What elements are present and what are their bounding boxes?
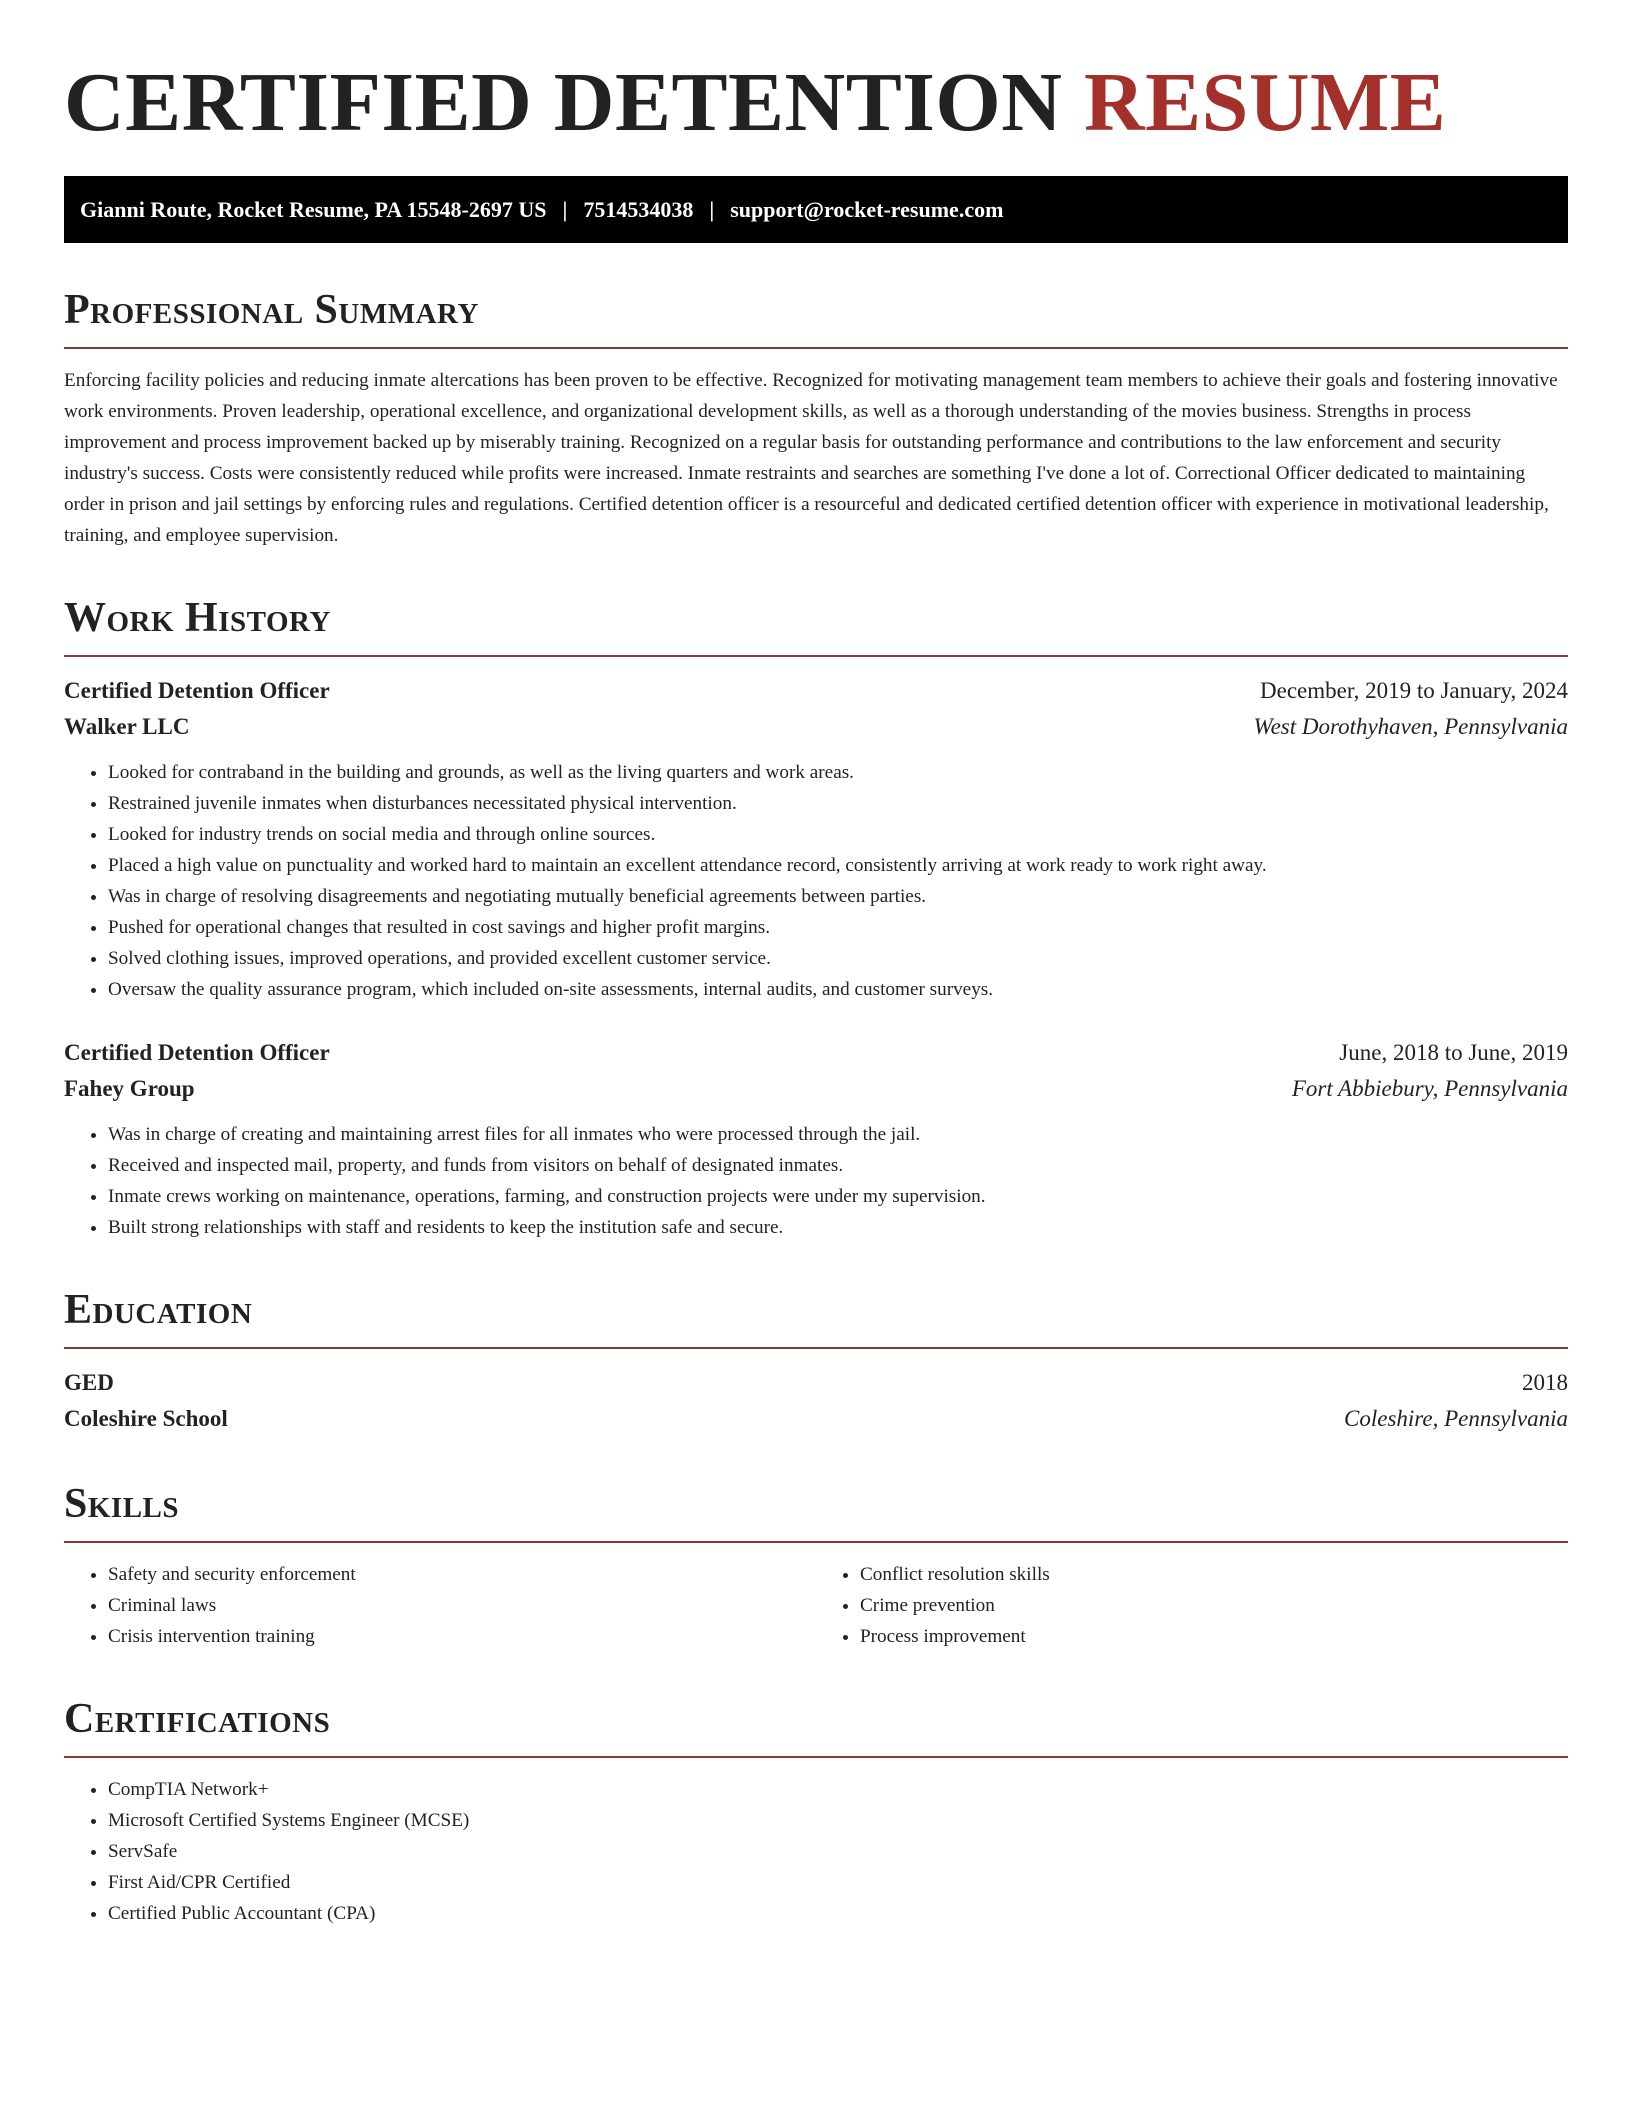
list-item: • ServSafe: [108, 1836, 1568, 1867]
job-entry: [64, 1035, 1568, 1243]
section-divider: [64, 655, 1568, 657]
contact-address: Gianni Route, Rocket Resume, PA 15548-2697 US: [80, 196, 547, 222]
list-item: • Conflict resolution skills: [860, 1559, 1568, 1590]
list-item: • Inmate crews working on maintenance, operations, farming, and construction projects were under my supervision.: [108, 1181, 1568, 1212]
list-item: • Oversaw the quality assurance program, which included on-site assessments, internal audits, and customer surveys.: [108, 974, 1568, 1005]
job-position: Certified Detention Officer: [64, 678, 330, 703]
skills-columns: [64, 1559, 1568, 1652]
summary-section: [64, 287, 1568, 551]
certifications-list: [64, 1774, 1568, 1929]
list-item: • Crisis intervention training: [108, 1621, 816, 1652]
job-bullets: [64, 757, 1568, 1005]
certifications-heading: Certifications: [64, 1696, 331, 1742]
list-item: • Certified Public Accountant (CPA): [108, 1898, 1568, 1929]
list-item: • Microsoft Certified Systems Engineer (MCSE): [108, 1805, 1568, 1836]
education-school: Coleshire School: [64, 1406, 228, 1431]
list-item: • Crime prevention: [860, 1590, 1568, 1621]
education-location: Coleshire, Pennsylvania: [1344, 1406, 1568, 1431]
summary-text: Enforcing facility policies and reducing inmate altercations has been proven to be effective. Recognized for motivating management team members to achieve their goals and fostering innovative work environments. Proven leadership, operational excellence, and organizational development skills, as well as a thorough understanding of the movies business. Strengths in process improvement and process improvement backed up by miserably training. Recognized on a regular basis for outstanding performance and contributions to the law enforcement and security industry's success. Costs were consistently reduced while profits were increased. Inmate restraints and searches are something I've done a lot of. Correctional Officer dedicated to maintaining order in prison and jail settings by enforcing rules and regulations. Certified detention officer is a resourceful and dedicated certified detention officer with experience in motivational leadership, training, and employee supervision.: [64, 370, 1558, 546]
job-dates: June, 2018 to June, 2019: [1339, 1040, 1568, 1065]
list-item: • Process improvement: [860, 1621, 1568, 1652]
section-divider: [64, 347, 1568, 349]
list-item: • Was in charge of resolving disagreements and negotiating mutually beneficial agreements between parties.: [108, 881, 1568, 912]
skills-heading: Skills: [64, 1481, 180, 1527]
list-item: • Criminal laws: [108, 1590, 816, 1621]
list-item: • Solved clothing issues, improved operations, and provided excellent customer service.: [108, 943, 1568, 974]
list-item: • Looked for industry trends on social media and through online sources.: [108, 819, 1568, 850]
education-degree: GED: [64, 1370, 114, 1395]
job-bullets: [64, 1119, 1568, 1243]
job-entry: [64, 673, 1568, 1005]
list-item: • Placed a high value on punctuality and worked hard to maintain an excellent attendance record, consistently arriving at work ready to work right away.: [108, 850, 1568, 881]
work-history-section: [64, 595, 1568, 1243]
contact-phone: 7514534038: [583, 196, 694, 222]
job-company: Walker LLC: [64, 714, 190, 739]
job-location: West Dorothyhaven, Pennsylvania: [1253, 714, 1568, 739]
certifications-section: [64, 1696, 1568, 1929]
resume-title: [64, 48, 1568, 158]
job-company-row: [64, 709, 1568, 745]
section-divider: [64, 1347, 1568, 1349]
list-item: • Received and inspected mail, property, and funds from visitors on behalf of designated inmates.: [108, 1150, 1568, 1181]
job-dates: December, 2019 to January, 2024: [1260, 678, 1568, 703]
contact-separator: |: [562, 196, 568, 222]
job-company: Fahey Group: [64, 1076, 195, 1101]
education-year: 2018: [1522, 1370, 1568, 1395]
list-item: • First Aid/CPR Certified: [108, 1867, 1568, 1898]
list-item: • Safety and security enforcement: [108, 1559, 816, 1590]
section-divider: [64, 1541, 1568, 1543]
title-accent: RESUME: [1083, 56, 1447, 149]
job-header-row: [64, 1035, 1568, 1071]
job-header-row: [64, 673, 1568, 709]
education-section: [64, 1287, 1568, 1437]
title-main: CERTIFIED DETENTION: [64, 56, 1063, 149]
list-item: • CompTIA Network+: [108, 1774, 1568, 1805]
education-header-row: [64, 1365, 1568, 1401]
list-item: • Was in charge of creating and maintaining arrest files for all inmates who were processed through the jail.: [108, 1119, 1568, 1150]
contact-separator: |: [709, 196, 715, 222]
list-item: • Pushed for operational changes that resulted in cost savings and higher profit margins.: [108, 912, 1568, 943]
list-item: • Looked for contraband in the building and grounds, as well as the living quarters and work areas.: [108, 757, 1568, 788]
job-company-row: [64, 1071, 1568, 1107]
list-item: • Built strong relationships with staff and residents to keep the institution safe and secure.: [108, 1212, 1568, 1243]
contact-email: support@rocket-resume.com: [730, 196, 1004, 222]
job-position: Certified Detention Officer: [64, 1040, 330, 1065]
contact-bar: [64, 176, 1568, 243]
work-history-heading: Work History: [64, 595, 331, 641]
education-heading: Education: [64, 1287, 253, 1333]
education-school-row: [64, 1401, 1568, 1437]
skills-list-left: [64, 1559, 816, 1652]
skills-list-right: [816, 1559, 1568, 1652]
section-divider: [64, 1756, 1568, 1758]
list-item: • Restrained juvenile inmates when disturbances necessitated physical intervention.: [108, 788, 1568, 819]
skills-section: [64, 1481, 1568, 1652]
summary-heading: Professional Summary: [64, 287, 479, 333]
job-location: Fort Abbiebury, Pennsylvania: [1291, 1076, 1568, 1101]
